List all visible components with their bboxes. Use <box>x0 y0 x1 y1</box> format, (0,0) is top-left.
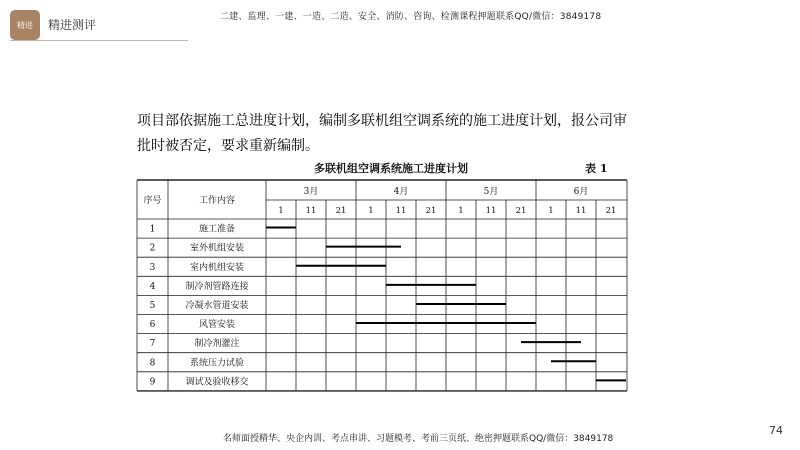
month-label: 3月 <box>303 187 319 197</box>
row-task: 室外机组安装 <box>189 243 245 254</box>
row-task: 制冷剂管路连接 <box>185 281 249 292</box>
month-label: 6月 <box>573 187 589 197</box>
brand-logo: 精进 <box>10 10 40 40</box>
footer-advert: 名师面授精华、央企内训、考点串讲、习题模考、考前三页纸、绝密押题联系QQ/微信：3849178 <box>223 434 614 444</box>
row-task: 冷凝水管道安装 <box>185 300 249 311</box>
header-advert: 二建、监理、一建、一造、二造、安全、消防、咨询、检测课程押题联系QQ/微信：3849178 <box>220 12 602 22</box>
row-seq: 4 <box>149 281 156 292</box>
day-label: 1 <box>368 206 374 216</box>
row-task: 室内机组安装 <box>189 262 245 273</box>
day-label: 21 <box>425 206 437 216</box>
row-task: 风管安装 <box>198 320 236 331</box>
table-title: 多联机组空调系统施工进度计划 <box>314 162 468 175</box>
paragraph-line-1: 项目部依据施工总进度计划，编制多联机组空调系统的施工进度计划，报公司审 <box>137 113 627 129</box>
row-seq: 2 <box>149 243 156 254</box>
header-work: 工作内容 <box>198 196 236 206</box>
row-seq: 7 <box>149 339 156 350</box>
page-number: 74 <box>769 424 783 437</box>
row-seq: 8 <box>149 358 156 369</box>
row-seq: 5 <box>149 300 156 311</box>
row-seq: 6 <box>149 320 156 331</box>
month-label: 4月 <box>393 187 409 197</box>
day-label: 11 <box>395 206 407 216</box>
day-label: 21 <box>605 206 617 216</box>
row-seq: 1 <box>149 224 156 235</box>
day-label: 11 <box>305 206 317 216</box>
day-label: 1 <box>548 206 554 216</box>
day-label: 1 <box>278 206 284 216</box>
row-seq: 9 <box>149 377 156 388</box>
day-label: 21 <box>515 206 527 216</box>
row-task: 调试及验收移交 <box>185 377 249 388</box>
row-task: 施工准备 <box>198 224 236 235</box>
table-number: 表 1 <box>585 162 608 175</box>
row-task: 制冷剂灌注 <box>194 339 240 350</box>
row-task: 系统压力试验 <box>189 358 245 369</box>
schedule-labels <box>143 186 616 387</box>
day-label: 11 <box>485 206 497 216</box>
month-label: 5月 <box>483 187 499 197</box>
header-seq: 序号 <box>143 196 162 206</box>
day-label: 21 <box>335 206 347 216</box>
row-seq: 3 <box>149 262 156 273</box>
paragraph-line-2: 批时被否定，要求重新编制。 <box>137 138 319 154</box>
brand-name: 精进测评 <box>48 18 97 32</box>
day-label: 1 <box>458 206 464 216</box>
day-label: 11 <box>575 206 587 216</box>
